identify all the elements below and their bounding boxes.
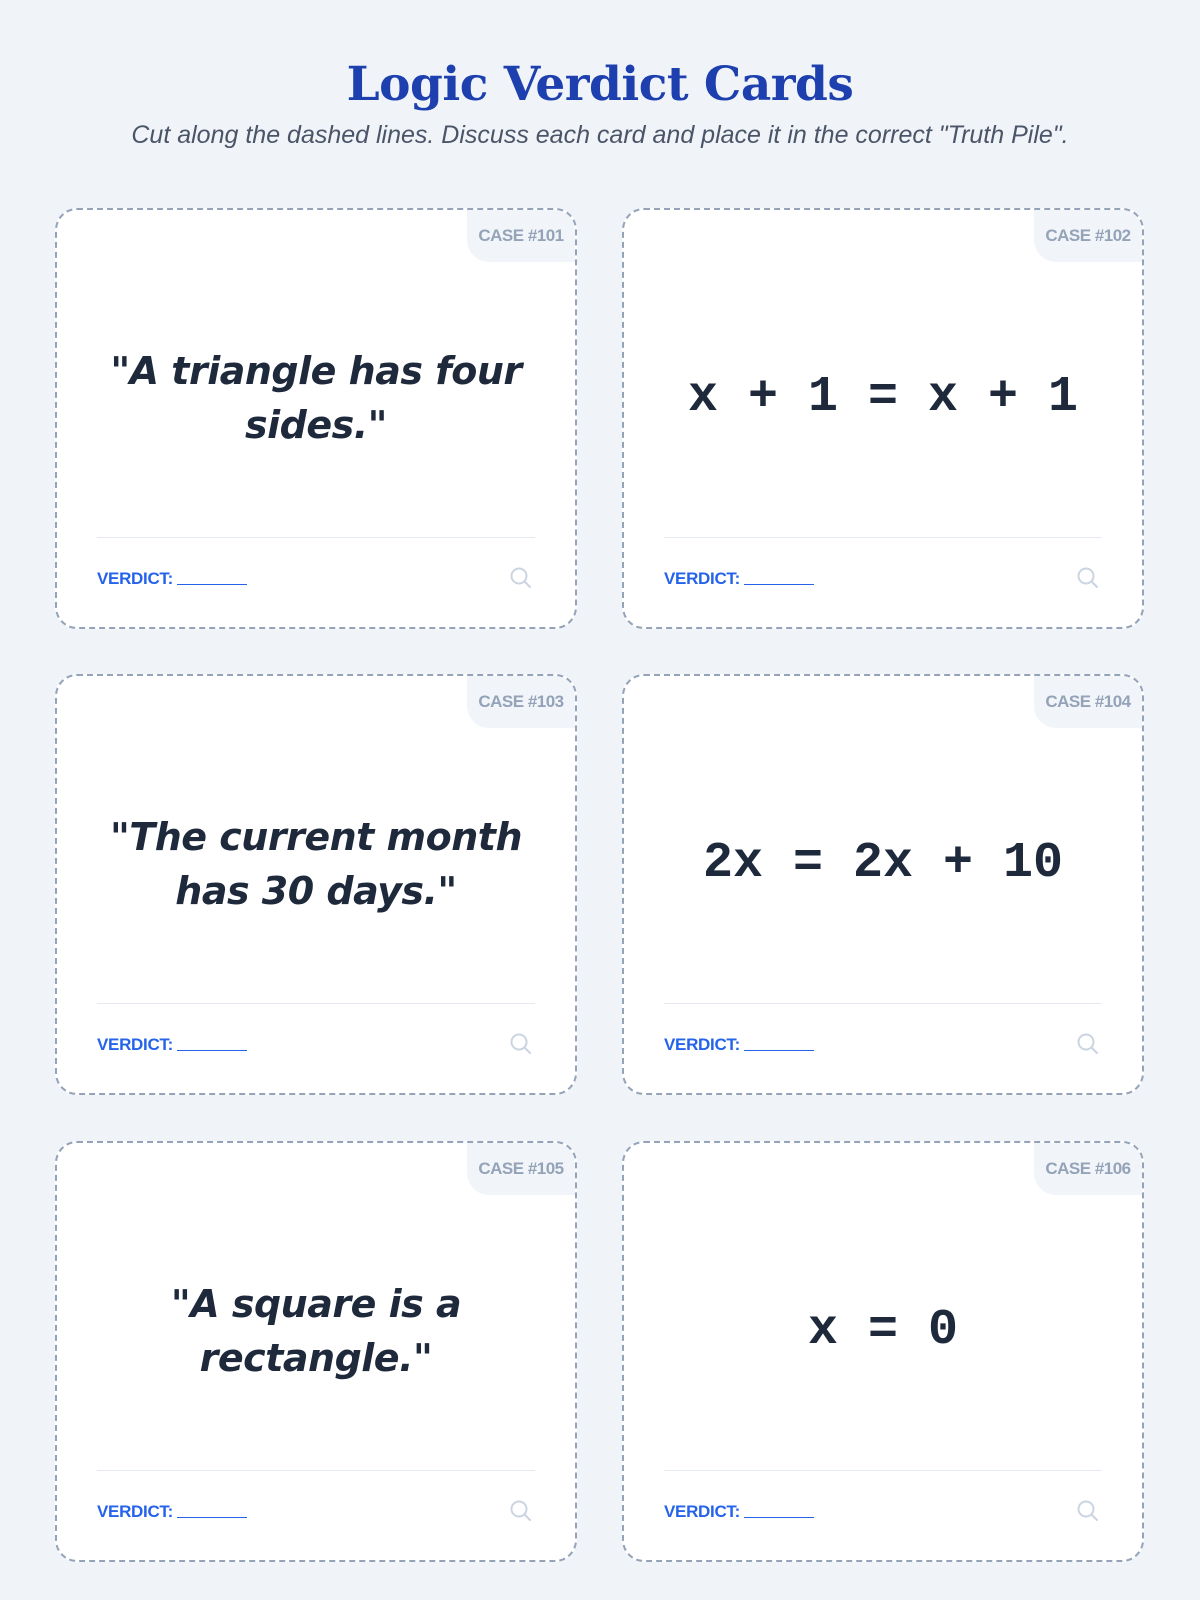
- card-divider: [664, 1003, 1102, 1004]
- verdict-blank-line[interactable]: [177, 1503, 247, 1518]
- card-equation: 2x = 2x + 10: [702, 835, 1064, 892]
- card-statement: "A square is a rectangle.": [170, 1282, 462, 1380]
- verdict-label: VERDICT:: [97, 569, 173, 588]
- case-number-tag: CASE #102: [1034, 210, 1142, 262]
- verdict-label: VERDICT:: [97, 1035, 173, 1054]
- page-instructions: Cut along the dashed lines. Discuss each card and place it in the correct "Truth Pile".: [131, 121, 1069, 149]
- case-number-tag: CASE #101: [467, 210, 575, 262]
- verdict-blank-line[interactable]: [744, 1036, 814, 1051]
- card-statement: "The current month has 30 days.": [109, 815, 523, 913]
- magnifier-icon: [1076, 566, 1100, 590]
- verdict-label: VERDICT:: [97, 1502, 173, 1521]
- verdict-card-103: [55, 674, 577, 1095]
- verdict-blank-line[interactable]: [177, 570, 247, 585]
- magnifier-icon: [509, 1499, 533, 1523]
- verdict-blank-line[interactable]: [177, 1036, 247, 1051]
- magnifier-icon: [509, 1032, 533, 1056]
- verdict-field[interactable]: [97, 1501, 247, 1523]
- page-title: Logic Verdict Cards: [346, 57, 854, 112]
- verdict-field[interactable]: [97, 1034, 247, 1056]
- card-divider: [664, 1470, 1102, 1471]
- card-equation: x + 1 = x + 1: [687, 369, 1079, 426]
- verdict-card-102: [622, 208, 1144, 629]
- verdict-blank-line[interactable]: [744, 570, 814, 585]
- card-equation: x = 0: [807, 1302, 959, 1359]
- verdict-card-106: [622, 1141, 1144, 1562]
- card-divider: [97, 1003, 535, 1004]
- magnifier-icon: [1076, 1032, 1100, 1056]
- card-divider: [97, 1470, 535, 1471]
- verdict-field[interactable]: [664, 1501, 814, 1523]
- case-number-tag: CASE #103: [467, 676, 575, 728]
- verdict-card-105: [55, 1141, 577, 1562]
- verdict-field[interactable]: [664, 568, 814, 590]
- card-divider: [97, 537, 535, 538]
- magnifier-icon: [509, 566, 533, 590]
- verdict-field[interactable]: [97, 568, 247, 590]
- verdict-field[interactable]: [664, 1034, 814, 1056]
- verdict-blank-line[interactable]: [744, 1503, 814, 1518]
- case-number-tag: CASE #106: [1034, 1143, 1142, 1195]
- card-statement: "A triangle has four sides.": [110, 349, 522, 447]
- verdict-card-101: [55, 208, 577, 629]
- case-number-tag: CASE #105: [467, 1143, 575, 1195]
- case-number-tag: CASE #104: [1034, 676, 1142, 728]
- verdict-card-104: [622, 674, 1144, 1095]
- verdict-label: VERDICT:: [664, 1502, 740, 1521]
- verdict-label: VERDICT:: [664, 1035, 740, 1054]
- magnifier-icon: [1076, 1499, 1100, 1523]
- verdict-label: VERDICT:: [664, 569, 740, 588]
- card-divider: [664, 537, 1102, 538]
